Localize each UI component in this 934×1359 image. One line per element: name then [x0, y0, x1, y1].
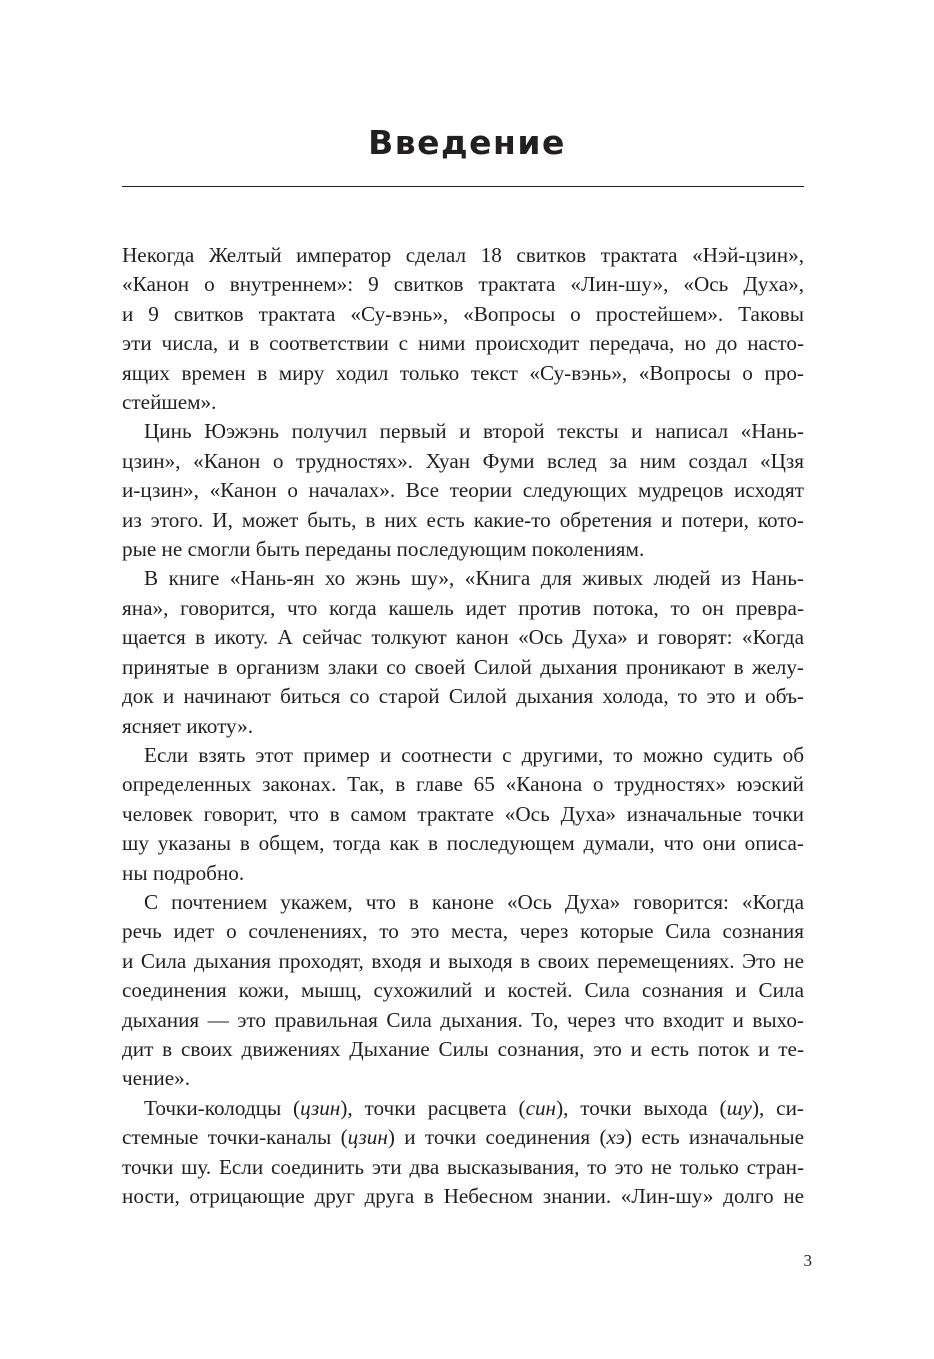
text-line: цзин», «Канон о трудностях». Хуан Фуми вслед за ним создал «Цзя — [122, 448, 804, 473]
text-line: ности, отрицающие друг друга в Небесном знании. «Лин-шу» долго не — [122, 1184, 804, 1208]
text-line: ясняет икоту». — [122, 713, 254, 738]
text-line: и Сила дыхания проходят, входя и выходя в своих перемещениях. Это не — [122, 948, 804, 973]
text-line: эти числа, и в соответствии с ними происходит передача, но до насто- — [122, 331, 804, 356]
text-line: яна», говорится, что когда кашель идет против потока, то он превра- — [122, 595, 804, 620]
text-line: С почтением укажем, что в каноне «Ось Духа» говорится: «Когда — [144, 889, 804, 914]
text-line: «Канон о внутреннем»: 9 свитков трактата «Лин-шу», «Ось Духа», — [122, 272, 804, 297]
page-title: Введение — [368, 123, 566, 162]
text-line: док и начинают биться со старой Силой дыхания холода, то это и объ- — [122, 684, 804, 709]
text-line: Если взять этот пример и соотнести с другими, то можно судить об — [144, 742, 804, 767]
body-text — [122, 241, 804, 1211]
text-line: и-цзин», «Канон о началах». Все теории следующих мудрецов исходят — [122, 478, 804, 503]
text-line: речь идет о сочленениях, то это места, через которые Сила сознания — [122, 919, 804, 944]
text-line: соединения кожи, мышц, сухожилий и костей. Сила сознания и Сила — [122, 978, 804, 1003]
text-line: дыхания — это правильная Сила дыхания. То, через что входит и выхо- — [122, 1007, 804, 1032]
text-line: определенных законах. Так, в главе 65 «Канона о трудностях» юэский — [122, 772, 804, 797]
title-divider — [122, 186, 804, 187]
text-line: Некогда Желтый император сделал 18 свитков трактата «Нэй-цзин», — [122, 243, 804, 267]
text-line: стейшем». — [122, 390, 217, 415]
text-line: ящих времен в миру ходил только текст «Су-вэнь», «Вопросы о про- — [122, 360, 804, 385]
text-line: ны подробно. — [122, 860, 245, 885]
text-line: щается в икоту. А сейчас толкуют канон «Ось Духа» и говорят: «Когда — [122, 625, 804, 650]
text-line: чение». — [122, 1066, 191, 1091]
text-line: стемные точки-каналы (цзин) и точки соединения (хэ) есть изначальные — [122, 1125, 804, 1150]
text-line: и 9 свитков трактата «Су-вэнь», «Вопросы о простейшем». Таковы — [122, 301, 804, 326]
text-line: из этого. И, может быть, в них есть какие-то обретения и потери, кото- — [122, 507, 804, 532]
text-line: дит в своих движениях Дыхание Силы сознания, это и есть поток и те- — [122, 1036, 804, 1061]
text-line: принятые в организм злаки со своей Силой дыхания проникают в желу- — [122, 654, 804, 679]
text-line: человек говорит, что в самом трактате «Ось Духа» изначальные точки — [122, 801, 804, 826]
page-number: 3 — [803, 1251, 812, 1270]
text-line: точки шу. Если соединить эти два высказывания, то это не только стран- — [122, 1154, 804, 1179]
text-line: Точки-колодцы (цзин), точки расцвета (син), точки выхода (шу), си- — [144, 1095, 804, 1120]
text-line: В книге «Нань-ян хо жэнь шу», «Книга для живых людей из Нань- — [144, 566, 804, 591]
text-line: рые не смогли быть переданы последующим поколениям. — [122, 537, 645, 562]
text-line: Цинь Юэжэнь получил первый и второй тексты и написал «Нань- — [144, 419, 804, 444]
text-line: шу указаны в общем, тогда как в последующем думали, что они описа- — [122, 831, 804, 856]
